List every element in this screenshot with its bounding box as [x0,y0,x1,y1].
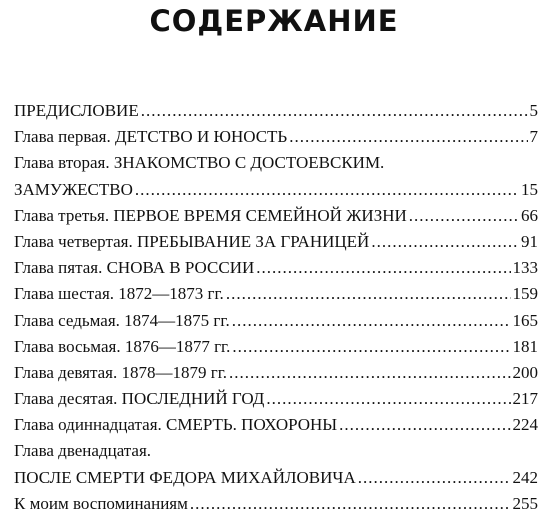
toc-entry [14,281,538,307]
toc-entry-title: Глава шестая. 1872—1873 гг. [14,284,224,304]
toc-entry-page: 5 [529,101,538,120]
toc-entry [14,386,538,412]
dot-leader [409,203,519,229]
toc-entry-page: 181 [512,336,538,356]
table-of-contents [14,98,538,517]
toc-entry [14,177,538,203]
toc-entry [14,412,538,438]
toc-entry-title: ПОСЛЕ СМЕРТИ ФЕДОРА МИХАЙЛОВИЧА [14,467,356,487]
toc-entry [14,465,538,491]
toc-entry [14,438,538,464]
toc-entry-page: 242 [512,467,538,487]
toc-entry-page: 255 [512,493,538,513]
dot-leader [371,229,519,255]
toc-entry-title: Глава восьмая. 1876—1877 гг. [14,336,231,356]
dot-leader [229,360,510,386]
toc-entry-page: 200 [512,362,538,382]
toc-entry [14,150,538,176]
dot-leader [289,124,527,150]
toc-entry [14,255,538,281]
toc-entry [14,124,538,150]
dot-leader [190,491,511,517]
toc-entry [14,360,538,386]
toc-entry-title: Глава седьмая. 1874—1875 гг. [14,310,230,330]
dot-leader [256,255,510,281]
toc-entry-title: Глава третья. ПЕРВОЕ ВРЕМЯ СЕМЕЙНОЙ ЖИЗНИ [14,205,407,225]
toc-entry-title: Глава двенадцатая. [14,441,152,461]
toc-entry [14,98,538,124]
toc-entry-title: Глава пятая. СНОВА В РОССИИ [14,258,255,278]
toc-entry-page: 133 [512,258,538,278]
toc-entry-page: 7 [529,127,538,147]
toc-entry-title: ЗАМУЖЕСТВО [14,179,133,199]
toc-entry [14,308,538,334]
dot-leader [266,386,510,412]
toc-entry [14,491,538,517]
toc-entry [14,203,538,229]
dot-leader [358,465,511,491]
dot-leader [135,177,519,203]
toc-entry-title: Глава девятая. 1878—1879 гг. [14,362,228,382]
toc-entry-title: Глава одиннадцатая. СМЕРТЬ. ПОХОРОНЫ [14,415,338,435]
toc-entry-title: Глава вторая. ЗНАКОМСТВО С ДОСТОЕВСКИМ. [14,153,385,173]
toc-entry [14,229,538,255]
dot-leader [226,281,511,307]
toc-entry-page: 165 [512,310,538,330]
toc-entry-title: Глава первая. ДЕТСТВО И ЮНОСТЬ [14,127,288,147]
toc-entry-title: Глава десятая. ПОСЛЕДНИЙ ГОД [14,389,265,409]
toc-entry-title: ПРЕДИСЛОВИЕ [14,101,139,120]
toc-entry-page: 15 [521,179,538,199]
toc-entry [14,334,538,360]
dot-leader [141,98,528,124]
toc-entry-page: 217 [512,389,538,409]
toc-entry-page: 224 [512,415,538,435]
toc-entry-page: 159 [512,284,538,304]
toc-entry-page: 66 [521,205,538,225]
toc-entry-title: К моим воспоминаниям [14,493,188,513]
toc-entry-page: 91 [521,231,538,251]
dot-leader [339,412,510,438]
dot-leader [232,334,510,360]
toc-entry-title: Глава четвертая. ПРЕБЫВАНИЕ ЗА ГРАНИЦЕЙ [14,231,370,251]
dot-leader [232,308,511,334]
page-title: СОДЕРЖАНИЕ [149,4,399,38]
